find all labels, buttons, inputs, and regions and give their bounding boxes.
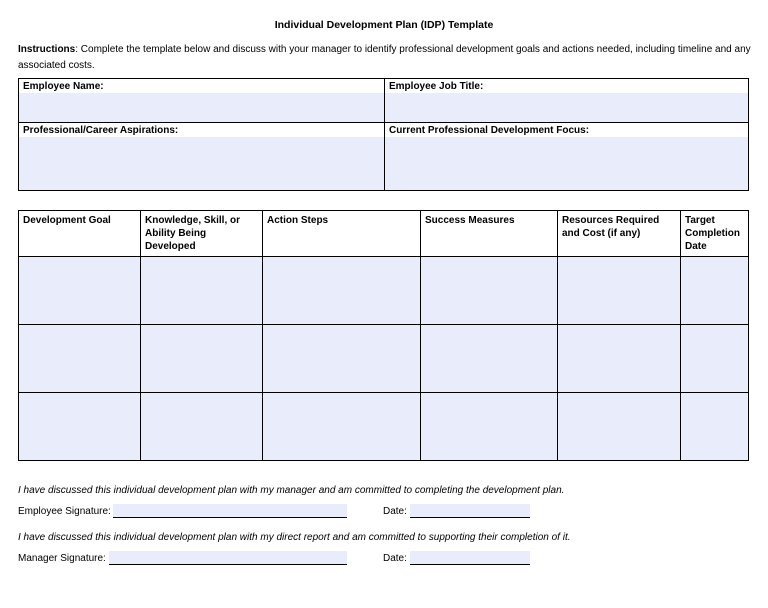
table-cell[interactable] bbox=[558, 393, 680, 460]
development-plan-table bbox=[18, 210, 749, 461]
table-cell[interactable] bbox=[558, 257, 680, 324]
employee-signature-label: Employee Signature: bbox=[18, 506, 111, 517]
table-cell[interactable] bbox=[263, 325, 420, 392]
header-success-measures: Success Measures bbox=[421, 211, 558, 257]
table-cell[interactable] bbox=[421, 393, 557, 460]
table-cell[interactable] bbox=[141, 325, 262, 392]
aspirations-field[interactable] bbox=[19, 137, 384, 190]
manager-signature-label: Manager Signature: bbox=[18, 553, 106, 564]
manager-statement: I have discussed this individual development plan with my direct report and am committed to supporting their completion of it. bbox=[18, 532, 571, 543]
manager-signature-field[interactable] bbox=[109, 551, 347, 565]
table-cell[interactable] bbox=[681, 257, 748, 324]
instructions bbox=[18, 42, 753, 74]
instructions-label: Instructions bbox=[18, 44, 76, 55]
header-target-date: Target Completion Date bbox=[685, 215, 740, 252]
aspirations-label: Professional/Career Aspirations: bbox=[23, 125, 179, 136]
employee-name-field[interactable] bbox=[19, 93, 384, 122]
table-cell[interactable] bbox=[681, 393, 748, 460]
table-cell[interactable] bbox=[681, 325, 748, 392]
employee-date-label: Date: bbox=[383, 506, 407, 517]
document-title: Individual Development Plan (IDP) Template bbox=[274, 19, 494, 31]
employee-signature-field[interactable] bbox=[113, 504, 347, 518]
header-action-steps: Action Steps bbox=[263, 211, 421, 257]
manager-date-field[interactable] bbox=[410, 551, 530, 565]
table-cell[interactable] bbox=[141, 257, 262, 324]
table-cell[interactable] bbox=[19, 325, 140, 392]
table-cell[interactable] bbox=[421, 325, 557, 392]
job-title-field[interactable] bbox=[385, 93, 748, 122]
job-title-label: Employee Job Title: bbox=[389, 81, 484, 92]
employee-statement: I have discussed this individual development plan with my manager and am committed to completing the development plan. bbox=[18, 485, 565, 496]
table-cell[interactable] bbox=[558, 325, 680, 392]
table-cell[interactable] bbox=[263, 257, 420, 324]
instructions-text: : Complete the template below and discuss with your manager to identify professional development goals and actions needed, including timeline and any associated costs. bbox=[18, 44, 751, 71]
employee-info-table bbox=[18, 78, 749, 191]
employee-name-label: Employee Name: bbox=[23, 81, 104, 92]
header-development-goal: Development Goal bbox=[19, 211, 141, 257]
table-cell[interactable] bbox=[19, 257, 140, 324]
current-focus-label: Current Professional Development Focus: bbox=[389, 125, 590, 136]
header-knowledge-skill: Knowledge, Skill, or Ability Being Developed bbox=[141, 211, 263, 257]
table-cell[interactable] bbox=[141, 393, 262, 460]
table-cell[interactable] bbox=[19, 393, 140, 460]
table-cell[interactable] bbox=[421, 257, 557, 324]
header-resources-cost: Resources Required and Cost (if any) bbox=[558, 211, 681, 257]
table-cell[interactable] bbox=[263, 393, 420, 460]
current-focus-field[interactable] bbox=[385, 137, 748, 190]
manager-date-label: Date: bbox=[383, 553, 407, 564]
employee-date-field[interactable] bbox=[410, 504, 530, 518]
